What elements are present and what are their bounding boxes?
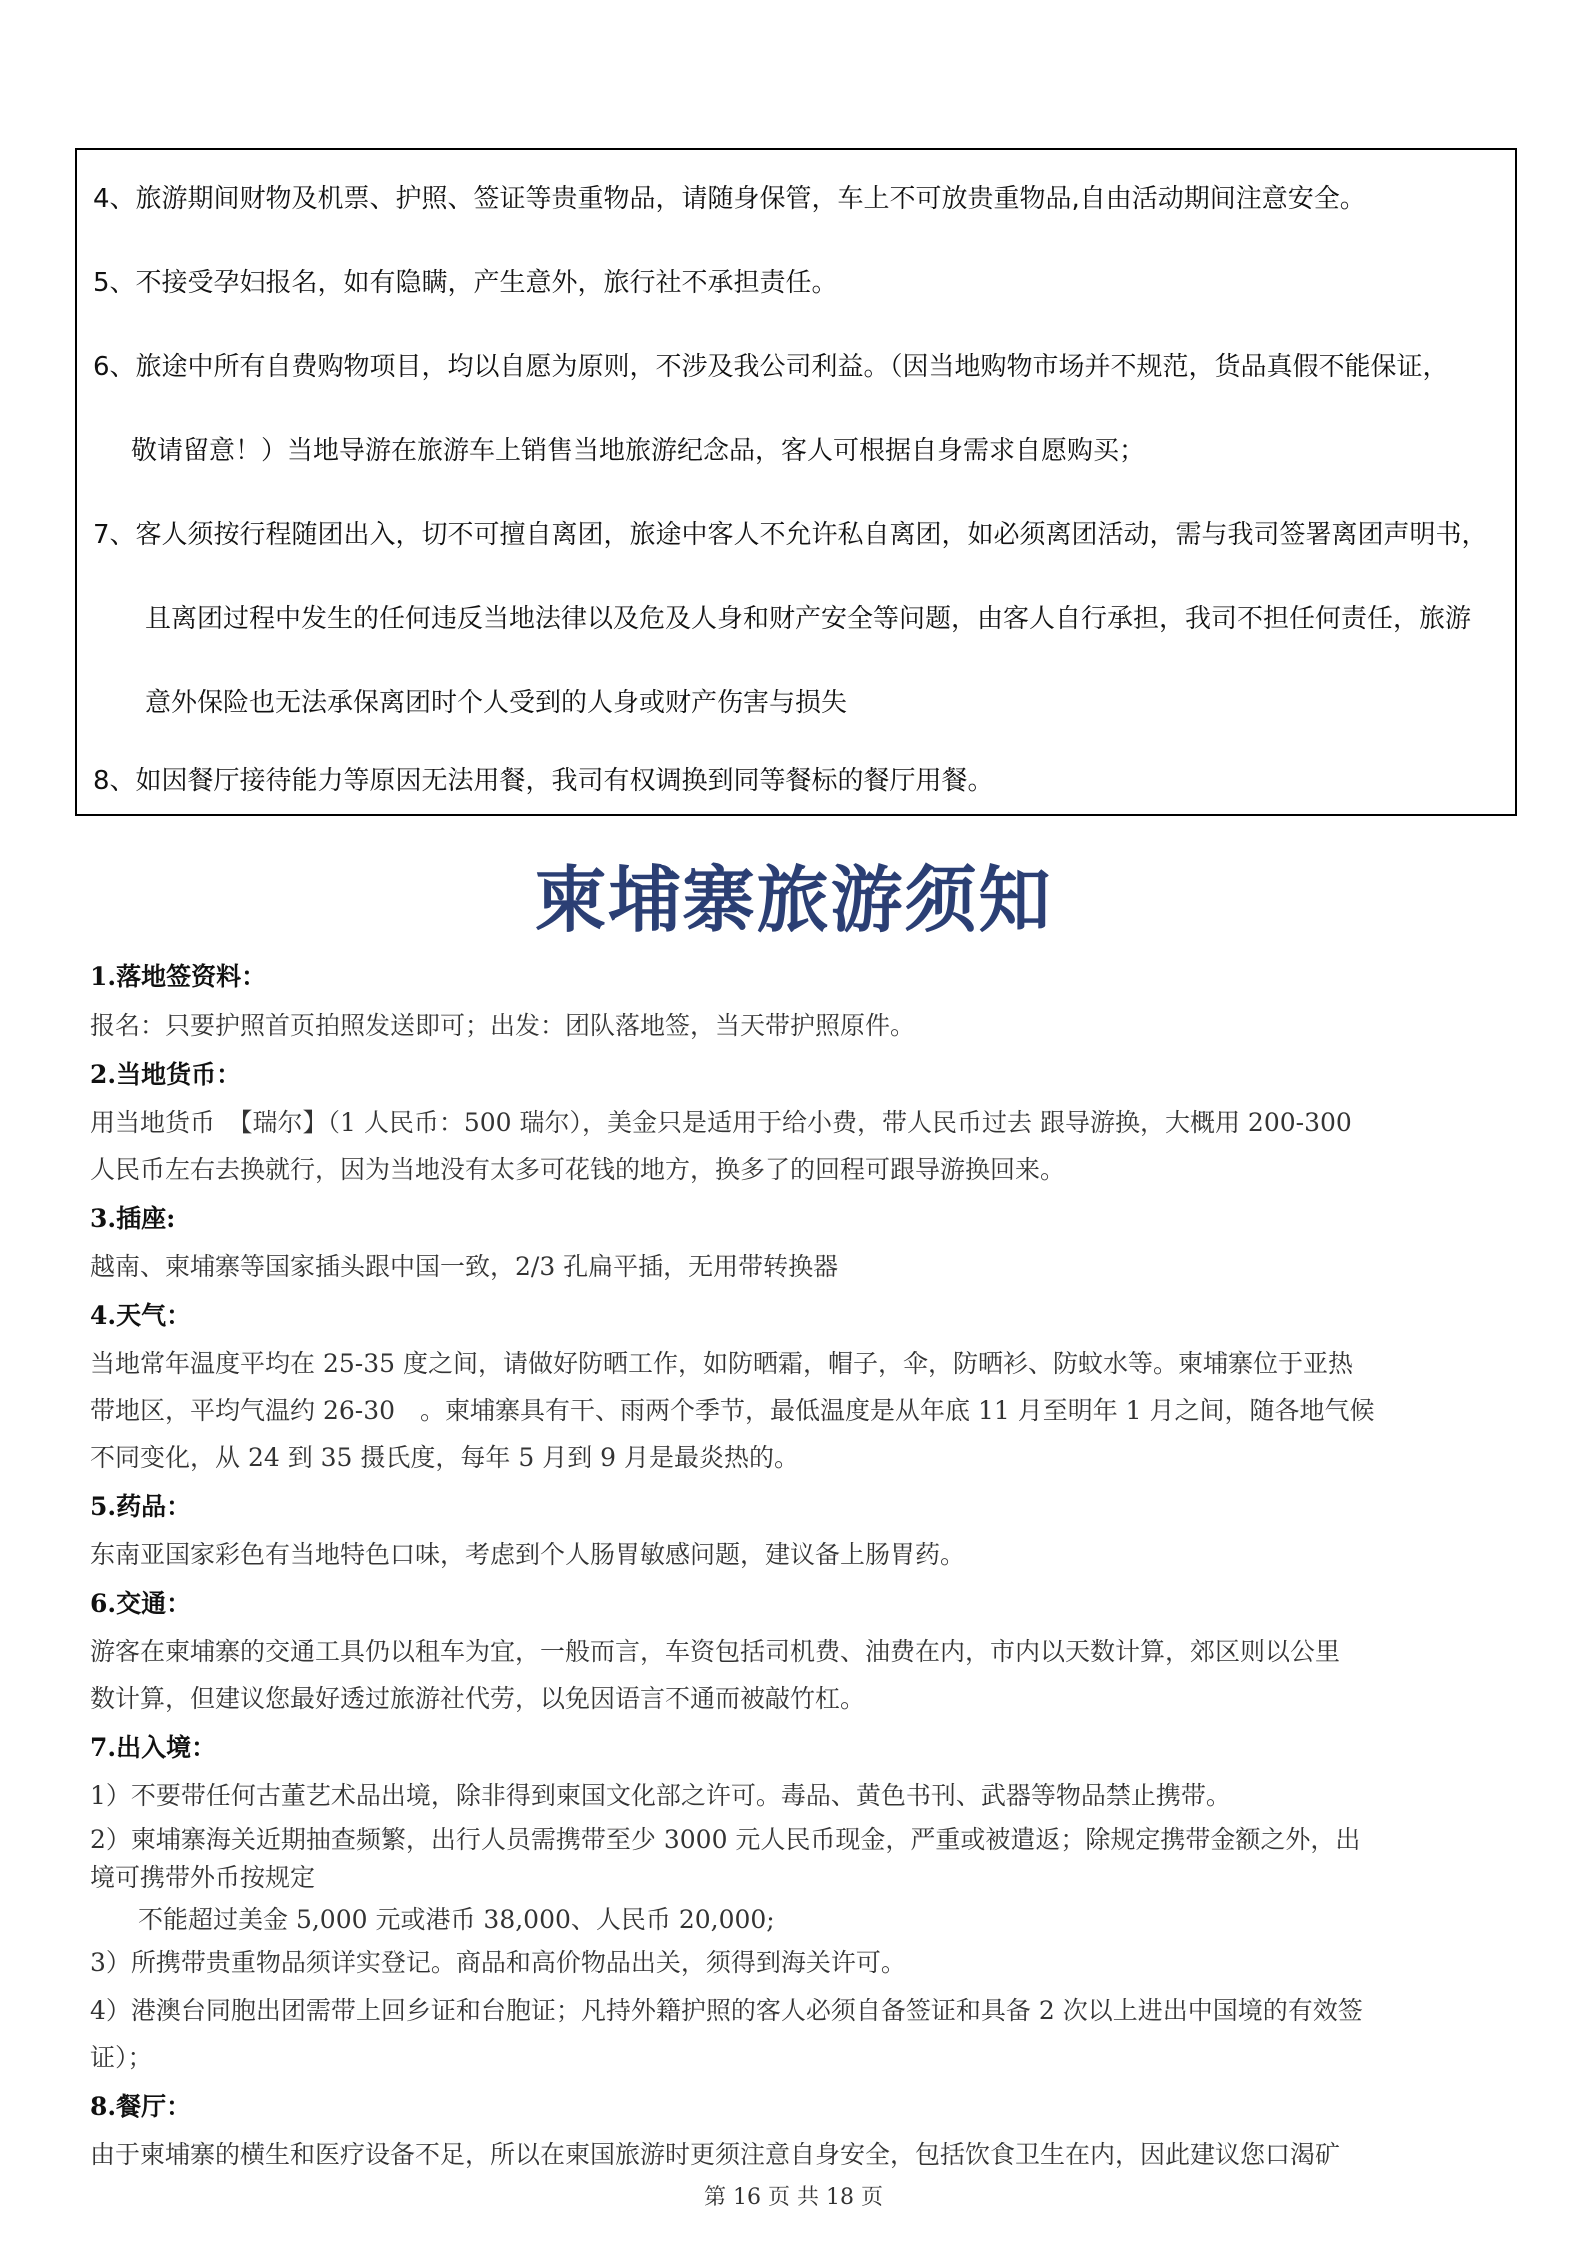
section-text: 3）所携带贵重物品须详实登记。商品和高价物品出关，须得到海关许可。 (90, 1948, 906, 1977)
notice-line: 4、旅游期间财物及机票、护照、签证等贵重物品，请随身保管，车上不可放贵重物品,自由活动期间注意安全。 (93, 184, 1366, 214)
notice-line: 5、不接受孕妇报名，如有隐瞒，产生意外，旅行社不承担责任。 (93, 268, 838, 298)
section-heading: 4.天气： (90, 1301, 192, 1330)
section-text: 用当地货币 【瑞尔】（1 人民币：500 瑞尔），美金只是适用于给小费，带人民币过去 跟导游换，大概用 200-300 (90, 1108, 1352, 1137)
notice-line: 且离团过程中发生的任何违反当地法律以及危及人身和财产安全等问题，由客人自行承担，我司不担任何责任，旅游 (145, 604, 1472, 634)
section-text: 证）； (90, 2043, 153, 2072)
notice-line: 6、旅途中所有自费购物项目，均以自愿为原则，不涉及我公司利益。（因当地购物市场并不规范，货品真假不能保证， (93, 352, 1449, 382)
section-text: 越南、柬埔寨等国家插头跟中国一致，2/3 孔扁平插，无用带转换器 (90, 1252, 839, 1281)
section-text: 报名：只要护照首页拍照发送即可；出发：团队落地签，当天带护照原件。 (90, 1011, 916, 1040)
notice-line: 意外保险也无法承保离团时个人受到的人身或财产伤害与损失 (145, 688, 848, 718)
section-text: 人民币左右去换就行，因为当地没有太多可花钱的地方，换多了的回程可跟导游换回来。 (90, 1155, 1066, 1184)
section-text: 带地区，平均气温约 26-30 。柬埔寨具有干、雨两个季节，最低温度是从年底 11 月至明年 1 月之间，随各地气候 (90, 1396, 1375, 1425)
section-text: 不能超过美金 5,000 元或港币 38,000、人民币 20,000; (138, 1905, 775, 1934)
section-text: 4）港澳台同胞出团需带上回乡证和台胞证；凡持外籍护照的客人必须自备签证和具备 2 次以上进出中国境的有效签 (90, 1996, 1363, 2025)
section-heading: 3.插座: (90, 1204, 176, 1233)
notice-box (75, 148, 1517, 816)
notice-line: 8、如因餐厅接待能力等原因无法用餐，我司有权调换到同等餐标的餐厅用餐。 (93, 766, 994, 796)
section-text: 当地常年温度平均在 25-35 度之间，请做好防晒工作，如防晒霜，帽子，伞，防晒衫、防蚊水等。柬埔寨位于亚热 (90, 1349, 1353, 1378)
section-text: 由于柬埔寨的横生和医疗设备不足，所以在柬国旅游时更须注意自身安全，包括饮食卫生在内，因此建议您口渴矿 (90, 2140, 1341, 2169)
notice-line: 敬请留意！）当地导游在旅游车上销售当地旅游纪念品，客人可根据自身需求自愿购买； (131, 436, 1146, 466)
section-text: 不同变化，从 24 到 35 摄氏度，每年 5 月到 9 月是最炎热的。 (90, 1443, 800, 1472)
section-heading: 2.当地货币： (90, 1060, 242, 1089)
page-title: 柬埔寨旅游须知 (534, 858, 1053, 942)
section-text: 1）不要带任何古董艺术品出境，除非得到柬国文化部之许可。毒品、黄色书刊、武器等物品禁止携带。 (90, 1781, 1231, 1810)
section-text: 东南亚国家彩色有当地特色口味，考虑到个人肠胃敏感问题，建议备上肠胃药。 (90, 1540, 966, 1569)
notice-line: 7、客人须按行程随团出入，切不可擅自离团，旅途中客人不允许私自离团，如必须离团活动，需与我司签署离团声明书， (93, 520, 1488, 550)
section-text: 游客在柬埔寨的交通工具仍以租车为宜，一般而言，车资包括司机费、油费在内，市内以天数计算，郊区则以公里 (90, 1637, 1341, 1666)
section-text: 2）柬埔寨海关近期抽查频繁，出行人员需携带至少 3000 元人民币现金，严重或被遣返；除规定携带金额之外，出 (90, 1825, 1361, 1854)
section-heading: 6.交通： (90, 1589, 192, 1618)
section-heading: 5.药品： (90, 1492, 192, 1521)
section-text: 境可携带外币按规定 (90, 1863, 316, 1892)
section-heading: 7.出入境： (90, 1733, 217, 1762)
page-footer: 第 16 页 共 18 页 (704, 2185, 883, 2210)
section-text: 数计算，但建议您最好透过旅游社代劳，以免因语言不通而被敲竹杠。 (90, 1684, 866, 1713)
section-heading: 8.餐厅： (90, 2092, 192, 2121)
section-heading: 1.落地签资料： (90, 962, 267, 991)
